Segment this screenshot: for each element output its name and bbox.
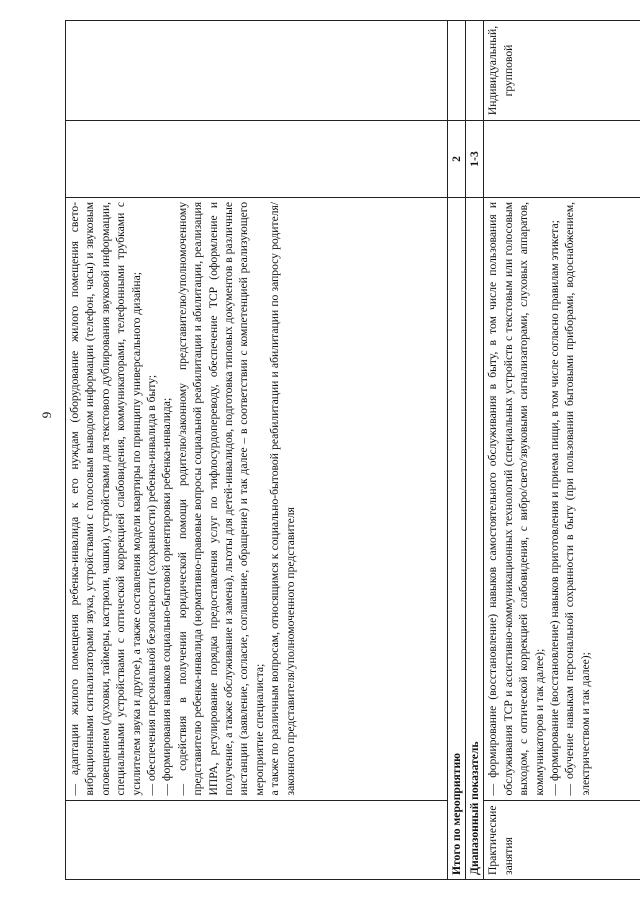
content-cell [66, 197, 448, 800]
hours-cell [484, 121, 640, 198]
content-paragraph: — обеспечения персональной безопасности (сохранности) ребенка-инвалида в быту; [145, 374, 159, 796]
hours-cell [66, 121, 448, 198]
table-row [447, 21, 465, 880]
subtotal-label: Итого по мероприятию [447, 197, 465, 879]
practical-content-cell [484, 197, 640, 800]
content-paragraph: — содействия в получении юридической помощи родителю/законному представителю/уполномоченному представителю ребенка-инвалида (нормативно-правовые вопросы социальной реабилитации и абилитации, реализация ИПРА, регулирование порядка предоставления услуг по тифлосурдопереводу, обеспечение ТСР (оформление и получение, а также обслуживание и замена), льготы для детей-инвалидов, подготовка типовых документов в различные инстанции (заявление, согласие, соглашение, обращение) и так далее – в соответствии с компетенцией реализующего мероприятие специалиста; [175, 201, 266, 796]
table-row [465, 21, 483, 880]
table-row [66, 21, 448, 880]
table-row [484, 21, 640, 880]
type-cell [447, 21, 465, 121]
rotated-table-sheet [65, 20, 640, 880]
content-paragraph: — формирование (восстановление) навыков самостоятельного обслуживания в быту, в том числе пользования и обслуживания ТСР и ассистивно-коммуникационных технологий (специальных устройств с текстовым или голосовым выходом, с оптической коррекцией слабовидения, с вибро/свето/звуковыми сигнализаторами, слуховых аппаратов, коммуникаторов и так далее); [486, 201, 546, 796]
content-paragraph: а также по различным вопросам, относящимся к социально-бытовой реабилитации и абилитации по запросу родителя/законного представителя/уполномоченного представителя [268, 201, 297, 796]
content-paragraph: — формирования навыков социально-бытовой ориентировки ребенка-инвалида; [160, 397, 174, 796]
type-cell [66, 21, 448, 121]
range-hours: 1-3 [465, 121, 483, 198]
practical-type-cell: Индивидуальный, групповой [484, 21, 640, 121]
form-cell [66, 800, 448, 879]
subtotal-hours: 2 [447, 121, 465, 198]
practical-form-cell: Практические занятия [484, 800, 640, 879]
program-table [65, 20, 640, 880]
range-label: Диапазонный показатель [465, 197, 483, 879]
type-cell [465, 21, 483, 121]
content-paragraph: — обучение навыкам персональной сохранности в быту (при пользовании бытовыми приборами, водоснабжением, электричеством и так далее); [563, 201, 592, 796]
content-paragraph: — адаптации жилого помещения ребенка-инвалида к его нуждам (оборудование жилого помещения свето-вибрационными сигнализаторами звука, устройствами с голосовым выводом информации (телефон, часы) и звуковым оповещением (духовки, таймеры, кастрюли, чашки), устройствами для текстового дублирования звуковой информации, специальными устройствами с оптической коррекцией слабовидения, коммуникаторами, телефонными трубками с усилителем звука и другое), а также составления модели квартиры по принципу универсального дизайна; [68, 201, 143, 796]
content-paragraph: — формирование (восстановление) навыков приготовления и приема пищи, в том числе согласно правилам этикета; [547, 220, 561, 796]
page-number: 9 [39, 411, 54, 419]
